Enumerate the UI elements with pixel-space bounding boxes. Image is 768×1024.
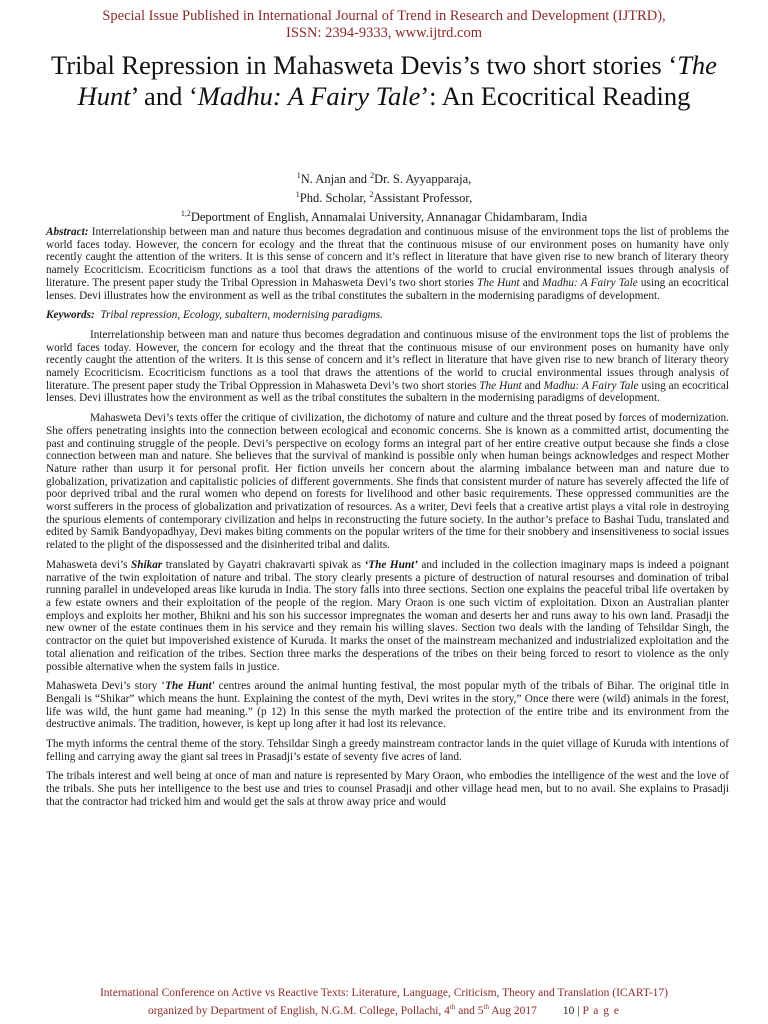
footer-line2a: organized by Department of English, N.G.M. College, Pollachi, 4: [148, 1004, 450, 1017]
author-names: [0, 168, 768, 187]
abstract-text3: using an ecocritical lenses. Devi illustrates how the environment as well as the tribal constitutes the subaltern in the modernising paradigms of development.: [46, 276, 729, 302]
para3-text2: translated by Gayatri chakravarti spivak as: [162, 558, 365, 571]
paper-title: [30, 50, 738, 112]
body-paragraph-4: [46, 680, 729, 731]
footer-sup-th2: th: [483, 1003, 489, 1011]
footer-sup-th1: th: [449, 1003, 456, 1011]
intro-italic2: Madhu: A Fairy Tale: [543, 379, 639, 392]
footer-line2c: Aug 2017: [488, 1004, 537, 1017]
author-name1: N. Anjan and: [300, 172, 371, 187]
intro-text3: using an ecocritical lenses. Devi illustrates how the environment as well as the tribal constitutes the subaltern in the modernising paradigms of development.: [46, 379, 730, 405]
abstract-italic1: The Hunt: [477, 276, 520, 289]
author-sup2: 2: [370, 171, 375, 180]
page-separator: |: [574, 1004, 583, 1017]
author-block: [0, 168, 768, 225]
body-paragraph-2: Mahasweta Devi’s texts offer the critique of civilization, the dichotomy of nature and culture and the threat posed by forces of modernization. She offers penetrating insights into the connection between ecological and economic concerns. She is known as a committed artist, documenting the past and continuing struggle of the people. Devi’s perspective on ecology forms an integral part of her entire creative output because she finds a close connection between man and nature. She believes that the survival of mankind is possible only when human beings acknowledges and respect Mother Nature rather than usurp it for personal profit. Her fiction unveils her concern about the alarming imbalance between man and nature due to globalization, privatization and capitalistic policies of different governments. She finds that consistent murder of nature has severely affected the life of poor deprived tribal and the rural women who depend on forests for livelihood and other basic requirements. These oppressed communities are the worst sufferers in the process of globalization and privatization of resources. As a writer, Devi feels that a creative artist plays a vital role in destroying the spurious elements of contemporary civilization and helps in reconstructing the future society. In the author’s preface to Bashai Tudu, translated and edited by Samik Bandyopadhyay, Devi makes biting comments on the popular writers of the time for their snobbery and insensitiveness to social issues related to the plight of the dispossessed and the disinherited tribal and dalits.: [46, 412, 729, 552]
author-name2: Dr. S. Ayyapparaja,: [374, 172, 472, 187]
keywords-text: Tribal repression, Ecology, subaltern, modernising paradigms.: [100, 309, 383, 322]
abstract-text2: and: [519, 276, 543, 289]
journal-header: [0, 8, 768, 42]
para3-text3: and included in the collection imaginary maps is indeed a poignant narrative of the twin exploitation of nature and tribal. The story clearly presents a picture of destruction of natural resourses and domination of tribal running parallel in undeveloped areas like kuruda in India. The story falls into three sections. Section one explains the peaceful tribal life overtaken by a few estate owners and their exploitation of the people of the region. Mary Oraon is one such victim of exploitation. Dixon an Australian planter employs and exploits her mother, Bhikni and his son his successor impregnates the woman and deserts her and runs away to his own land. Prasadji the new owner of the estate continues them in his service and they remain his willing slaves. Section two deals with the landing of Tehsildar Singh, the contractor on the quiet but impoverished existence of Kuruda. It marks the onset of the mainstream mechanized and industrialized exploitation and the total alienation and reification of the tribes. Section three marks the desperations of the tribes on their being forced to resort to violence as the only possible alternative when the system fails in justice.: [46, 558, 729, 673]
para4-text1: Mahasweta Devi’s story ‘: [46, 680, 166, 693]
body-paragraph-3: [46, 559, 729, 673]
page-word: P a g e: [582, 1004, 620, 1017]
abstract-italic2: Madhu: A Fairy Tale: [542, 276, 638, 289]
title-hunt: The Hunt: [77, 50, 717, 111]
conference-footer: [0, 986, 768, 1018]
author-sup3: 1: [295, 190, 300, 200]
title-part3: ’: An Ecocritical Reading: [420, 81, 691, 111]
para3-bold2: ‘The Hunt’: [364, 558, 418, 571]
page-number: 10: [562, 1004, 575, 1017]
body-paragraph-6: The tribals interest and well being at once of man and nature is represented by Mary Oraon, who embodies the intelligence of the west and the love of the tribals. She puts her intelligence to the best use and tries to counsel Prasadji and other village head men, but to no avail. She explains to Prasadji that the contractor had tricked him and would get the sals at throw away price and would: [46, 770, 729, 808]
author-role1: Phd. Scholar,: [299, 191, 370, 206]
page-number-block: [563, 1005, 620, 1017]
footer-line1: International Conference on Active vs Reactive Texts: Literature, Language, Criticism, Theory and Translation (ICART-17): [99, 987, 669, 999]
abstract-text1: Interrelationship between man and nature thus becomes degradation and continuous misuse of the environment tops the list of problems the world faces today. However, the concern for ecology and the threat that the continuous misuse of our environment poses on humanity have only recently caught the attention of the writers. It is this sense of concern and it’s reflect in literature that have given rise to new branch of literary theory namely Ecocriticism. Ecocriticism functions as a tool that draws the attentions of the world to crucial environmental issues through analysis of literature. The present paper study the Tribal Opression in Mahasweta Devi’s two short stories: [46, 226, 729, 289]
abstract-paragraph: [46, 226, 729, 302]
para3-bold1: Shikar: [131, 558, 163, 571]
body-paragraph-5: The myth informs the central theme of the story. Tehsildar Singh a greedy mainstream contractor lands in the quiet village of Kuruda with intentions of felling and carrying away the giant sal trees in Prasadji’s estate of seventy five acres of land.: [46, 738, 729, 763]
author-sup4: 2: [369, 190, 374, 200]
author-affiliation-line: [0, 206, 768, 225]
para4-bold1: The Hunt: [165, 680, 212, 693]
para3-text1: Mahasweta devi’s: [46, 558, 132, 571]
journal-header-line2: ISSN: 2394-9333, www.ijtrd.com: [285, 25, 482, 41]
intro-text2: and: [521, 379, 544, 392]
author-role2: Assistant Professor,: [373, 191, 473, 206]
author-sup5: 1,2: [180, 209, 191, 219]
author-sup1: 1: [296, 171, 301, 180]
abstract-label: Abstract:: [46, 226, 89, 238]
intro-paragraph: [46, 329, 729, 405]
footer-line2b: and 5: [455, 1004, 484, 1017]
footer-line2: [0, 1000, 768, 1018]
author-affiliation: Deportment of English, Annamalai University, Annanagar Chidambaram, India: [190, 210, 588, 225]
author-roles: [0, 187, 768, 206]
keywords-label: Keywords:: [46, 309, 95, 322]
journal-header-line1: Special Issue Published in International Journal of Trend in Research and Development (IJTRD),: [102, 8, 666, 24]
para4-text2: ’ centres around the animal hunting festival, the most popular myth of the tribals of Bihar. The original title in Bengali is “Shikar” which means the hunt. Explaining the contest of the myth, Devi writes in the story,” Once there were (wild) animals in the forest, life was wild, the hunt game had meaning.” (p 12) In this sense the myth marked the protection of the entire tribe and its environment from the destructive animals. The tradition, however, is kept up long after it had lost its relevance.: [46, 680, 729, 731]
intro-italic1: The Hunt: [479, 379, 522, 392]
keywords-paragraph: [46, 309, 729, 322]
paper-body: [46, 226, 729, 816]
title-part2: ’ and ‘: [130, 81, 198, 111]
intro-text1: Interrelationship between man and nature thus becomes degradation and continuous misuse of the environment tops the list of problems the world faces today. However, the concern for ecology and the threat that the continuous misuse of our environment poses on humanity have only recently caught the attention of the writers. It is this sense of concern and it’s reflect in literature that have given rise to new branch of literary theory namely Ecocriticism. Ecocriticism functions as a tool that draws the attentions of the world to crucial environmental issues through analysis of literature. The present paper study the Tribal Oppression in Mahasweta Devi’s two short stories: [46, 328, 729, 392]
title-part1: Tribal Repression in Mahasweta Devis’s two short stories ‘: [51, 50, 678, 80]
title-madhu: Madhu: A Fairy Tale: [197, 81, 421, 111]
